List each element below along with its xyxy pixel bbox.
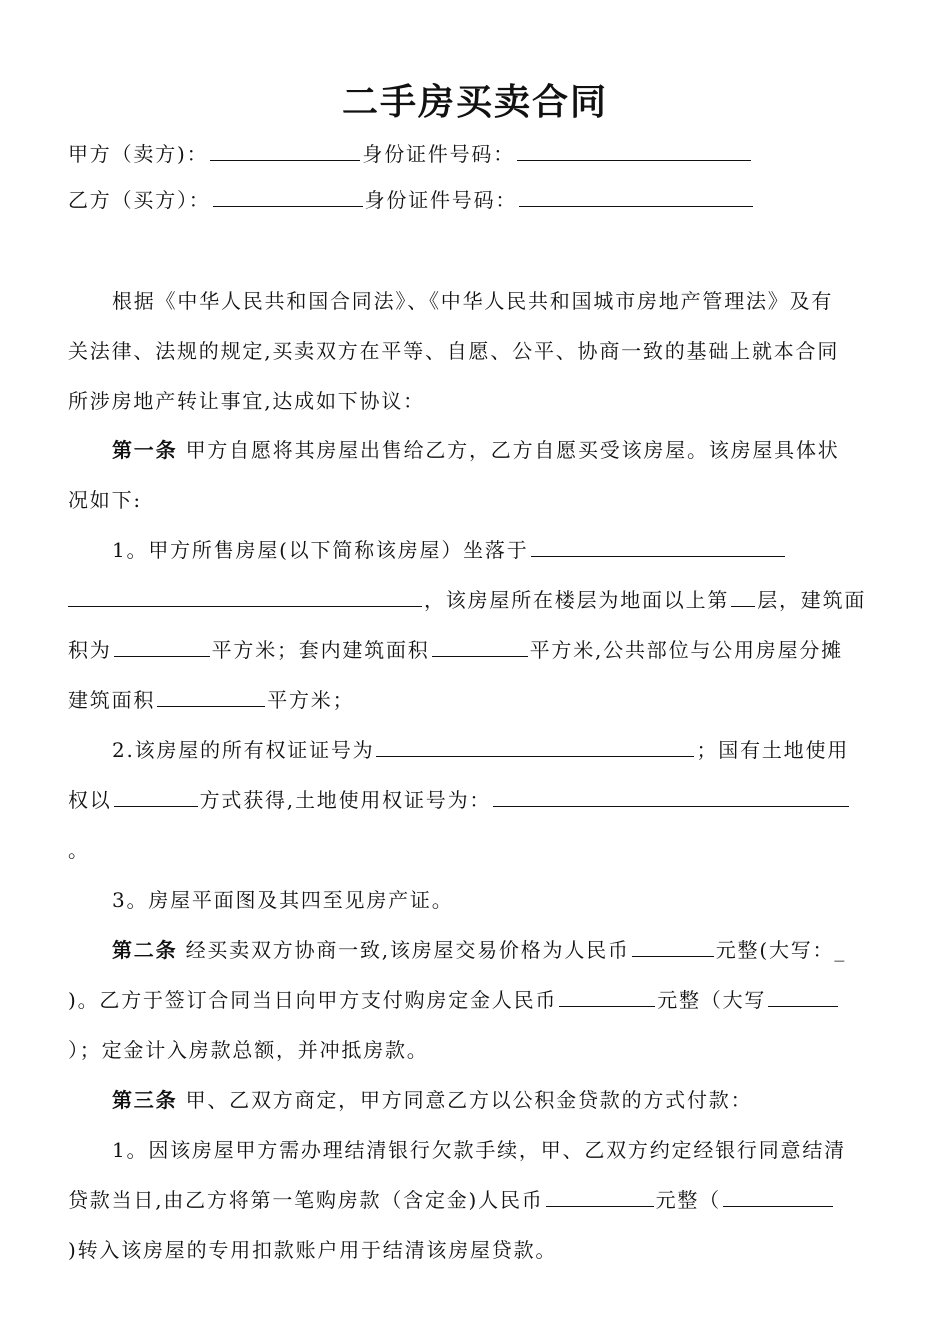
article-3-text: 甲、乙双方商定，甲方同意乙方以公积金贷款的方式付款： bbox=[185, 1088, 753, 1112]
area-label: 积为 bbox=[68, 638, 112, 662]
location-blank bbox=[531, 536, 785, 557]
party-b-id-label: 身份证件号码： bbox=[364, 188, 518, 212]
party-b-name-blank bbox=[213, 186, 363, 207]
article-1-item-2-line-3: 。 bbox=[68, 838, 90, 862]
first-payment-uppercase-label: 元整（ bbox=[655, 1188, 721, 1212]
party-b-label: 乙方（买方）： bbox=[68, 188, 211, 212]
location-continued-blank bbox=[68, 586, 422, 607]
party-a-label: 甲方（卖方)： bbox=[68, 142, 209, 166]
item-1-location-label: 1。甲方所售房屋(以下简称该房屋）坐落于 bbox=[112, 538, 529, 562]
price-label: 经买卖双方协商一致,该房屋交易价格为人民币 bbox=[185, 938, 630, 962]
document-title: 二手房买卖合同 bbox=[341, 82, 608, 123]
preamble-line-1: 根据《中华人民共和国合同法》、《中华人民共和国城市房地产管理法》及有 bbox=[112, 289, 834, 313]
shared-building-area-label: 建筑面积 bbox=[68, 688, 156, 712]
article-1-line-2: 况如下: bbox=[68, 488, 142, 512]
price-blank bbox=[632, 936, 714, 957]
ownership-cert-label: 2.该房屋的所有权证证号为 bbox=[112, 738, 375, 762]
party-b-line bbox=[68, 184, 876, 216]
floor-blank bbox=[731, 586, 755, 607]
land-right-label: 权以 bbox=[68, 788, 112, 812]
first-payment-label: 贷款当日,由乙方将第一笔购房款（含定金)人民币 bbox=[68, 1188, 544, 1212]
building-area-blank bbox=[114, 636, 210, 657]
acquisition-method-blank bbox=[114, 786, 198, 807]
inner-area-label: 平方米；套内建筑面积 bbox=[211, 638, 430, 662]
article-1-item-1-line-4 bbox=[68, 684, 876, 716]
first-payment-uppercase-blank bbox=[723, 1186, 833, 1207]
land-cert-blank bbox=[493, 786, 849, 807]
article-3-item-1-line-1: 1。因该房屋甲方需办理结清银行欠款手续，甲、乙双方约定经银行同意结清 bbox=[112, 1138, 846, 1162]
party-a-name-blank bbox=[210, 140, 360, 161]
deposit-label: )。乙方于签订合同当日向甲方支付购房定金人民币 bbox=[68, 988, 558, 1012]
deposit-uppercase-label: 元整（大写 bbox=[657, 988, 767, 1012]
article-1-item-1-line-2 bbox=[68, 584, 876, 616]
party-a-id-blank bbox=[517, 140, 751, 161]
article-2-line-3: ）；定金计入房款总额，并冲抵房款。 bbox=[68, 1038, 429, 1062]
first-payment-blank bbox=[546, 1186, 654, 1207]
land-use-label: ；国有土地使用 bbox=[696, 738, 850, 762]
shared-area-blank bbox=[157, 686, 265, 707]
article-1-item-2-line-2 bbox=[68, 784, 876, 816]
article-1-item-3: 3。房屋平面图及其四至见房产证。 bbox=[112, 888, 454, 912]
shared-area-unit: 平方米； bbox=[267, 688, 355, 712]
deposit-blank bbox=[559, 986, 655, 1007]
deposit-uppercase-blank bbox=[768, 986, 838, 1007]
ownership-cert-blank bbox=[376, 736, 694, 757]
article-3-line-1 bbox=[68, 1084, 920, 1116]
article-2-line-1 bbox=[68, 934, 920, 966]
article-2-heading: 第二条 bbox=[112, 938, 178, 962]
party-b-id-blank bbox=[519, 186, 753, 207]
article-3-item-1-line-2 bbox=[68, 1184, 876, 1216]
article-1-line-1 bbox=[68, 434, 920, 466]
article-1-text: 甲方自愿将其房屋出售给乙方，乙方自愿买受该房屋。该房屋具体状 bbox=[185, 438, 840, 462]
article-1-item-2-line-1 bbox=[68, 734, 920, 766]
article-3-heading: 第三条 bbox=[112, 1088, 178, 1112]
inner-area-blank bbox=[432, 636, 528, 657]
floor-label: ，该房屋所在楼层为地面以上第 bbox=[424, 588, 730, 612]
preamble-line-2: 关法律、法规的规定,买卖双方在平等、自愿、公平、协商一致的基础上就本合同 bbox=[68, 339, 840, 363]
building-area-label: 层，建筑面 bbox=[757, 588, 867, 612]
article-1-item-1-line-1 bbox=[68, 534, 920, 566]
party-a-line bbox=[68, 138, 876, 170]
party-a-id-label: 身份证件号码： bbox=[362, 142, 516, 166]
article-3-item-1-line-3: )转入该房屋的专用扣款账户用于结清该房屋贷款。 bbox=[68, 1238, 558, 1262]
article-2-line-2 bbox=[68, 984, 876, 1016]
article-1-heading: 第一条 bbox=[112, 438, 178, 462]
article-1-item-1-line-3 bbox=[68, 634, 876, 666]
shared-area-label: 平方米,公共部位与公用房屋分摊 bbox=[529, 638, 843, 662]
preamble-line-3: 所涉房地产转让事宜,达成如下协议： bbox=[68, 389, 425, 413]
price-uppercase-label: 元整(大写：_ bbox=[715, 938, 847, 962]
land-cert-label: 方式获得,土地使用权证号为： bbox=[199, 788, 492, 812]
